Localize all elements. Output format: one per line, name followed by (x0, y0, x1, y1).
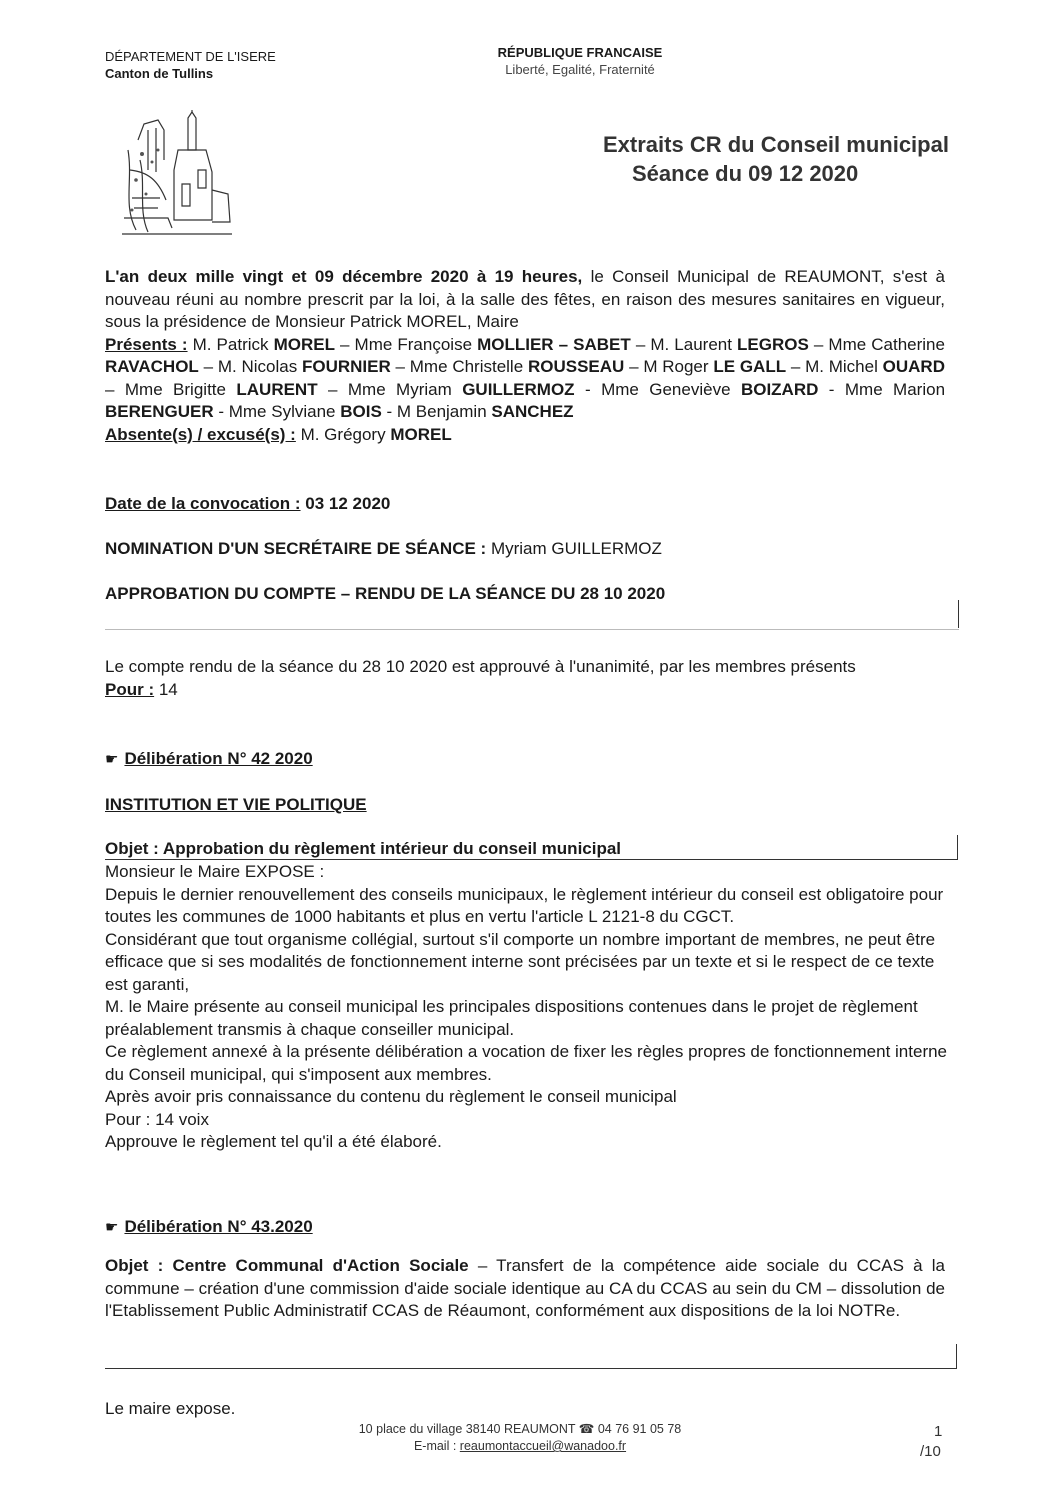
page-number (920, 1422, 942, 1462)
member-name: LAURENT (236, 379, 318, 399)
present-member (643, 357, 786, 376)
deliberation-42-object: Objet : Approbation du règlement intérieur du conseil municipal (105, 839, 622, 858)
deliberation-42-paragraph: Après avoir pris connaissance du contenu du règlement le conseil municipal (105, 1087, 677, 1106)
member-name: MOLLIER – SABET (477, 334, 631, 354)
page-current: 1 (934, 1423, 943, 1440)
present-member (650, 335, 808, 354)
village-church-drawing-icon (118, 110, 236, 240)
department-header (105, 48, 276, 82)
vote-label: Pour : (105, 679, 155, 699)
intro-lead: L'an deux mille vingt et 09 décembre 2020 à 19 heures, (105, 267, 583, 286)
section-end-line (105, 1368, 957, 1369)
member-title: M. Patrick (192, 334, 274, 354)
footer (280, 1421, 760, 1455)
present-member (193, 335, 335, 354)
member-title: Mme Myriam (347, 379, 463, 399)
footer-address-line (280, 1421, 760, 1438)
present-member (348, 380, 575, 399)
present-member (601, 380, 818, 399)
member-name: OUARD (882, 357, 945, 376)
member-name: LEGROS (737, 334, 809, 354)
member-name: ROUSSEAU (527, 357, 625, 376)
member-name: SANCHEZ (491, 402, 574, 421)
deliberation-43-heading (105, 1216, 945, 1240)
member-title: M. Nicolas (217, 357, 302, 376)
member-title: Mme Brigitte (124, 379, 237, 399)
divider-line (105, 629, 959, 630)
republic-name: RÉPUBLIQUE FRANCAISE (497, 45, 663, 60)
member-name: BERENGUER (105, 402, 214, 421)
deliberation-42-paragraph: Monsieur le Maire EXPOSE : (105, 862, 325, 881)
email-label: E-mail : (413, 1439, 457, 1453)
member-name: RAVACHOL (105, 357, 199, 376)
member-title: M. Laurent (650, 334, 738, 354)
convocation-date: 03 12 2020 (305, 494, 391, 513)
member-name: MOREL (273, 334, 335, 354)
member-title: Mme Françoise (354, 334, 478, 354)
canton-name: Canton de Tullins (105, 66, 214, 81)
member-name: BOIS (340, 402, 382, 421)
object-underline (105, 859, 957, 860)
present-member (805, 357, 945, 376)
present-member (125, 380, 318, 399)
divider-mark (958, 600, 959, 628)
intro-text: le Conseil Municipal de REAUMONT, s'est à nouveau réuni au nombre prescrit par la loi, à la salle des fêtes, en raison des mesures sanitaires en vigueur, sous la présidence de Monsieur Patrick MOREL, Maire (105, 267, 945, 331)
department-name: DÉPARTEMENT DE L'ISERE (105, 49, 276, 64)
pointing-hand-icon: ☛ (105, 1219, 119, 1236)
member-name: GUILLERMOZ (462, 379, 575, 399)
member-name: BOIZARD (740, 379, 819, 399)
vote-value: 14 (158, 679, 178, 699)
footer-email: reaumontaccueil@wanadoo.fr (459, 1439, 627, 1453)
present-member (397, 402, 574, 421)
presents-list: M. Patrick MOREL – Mme Françoise MOLLIER – SABET – M. Laurent LEGROS – Mme Catherine RAVACHOL – M. Nicolas FOURNIER – Mme Christelle ROUSSEAU – M Roger LE GALL – M. Michel OUARD – Mme Brigitte LAURENT – Mme Myriam GUILLERMOZ - Mme Geneviève BOIZARD - Mme Marion BERENGUER - Mme Sylviane BOIS - M Benjamin SANCHEZ (105, 334, 946, 421)
deliberation-43-object-label: Objet : Centre Communal d'Action Sociale (105, 1256, 469, 1275)
secretary-name: Myriam GUILLERMOZ (490, 539, 662, 558)
deliberation-42-paragraph: Ce règlement annexé à la présente délibération a vocation de fixer les règles propres de fonctionnement interne du Conseil municipal, qui s'imposent aux membres. (105, 1042, 948, 1084)
deliberation-42-paragraph: Approuve le règlement tel qu'il a été élaboré. (105, 1132, 442, 1151)
member-name: FOURNIER (301, 357, 391, 376)
present-member (410, 357, 625, 376)
deliberation-42-paragraph: M. le Maire présente au conseil municipal les principales dispositions contenues dans le projet de règlement préalablement transmis à chaque conseiller municipal. (105, 997, 918, 1039)
footer-email-line (280, 1438, 760, 1455)
present-member (229, 402, 382, 421)
secretary-label: NOMINATION D'UN SECRÉTAIRE DE SÉANCE : (105, 539, 487, 558)
approval-heading: APPROBATION DU COMPTE – RENDU DE LA SÉANCE DU 28 10 2020 (105, 584, 666, 603)
deliberation-42-paragraph: Considérant que tout organisme collégial, surtout s'il comporte un nombre important de membres, ne peut être efficace que si ses modalités de fonctionnement interne sont précisées par un texte et si le respect de ce texte est garanti, (105, 929, 936, 994)
absent-title: M. Grégory (300, 424, 386, 444)
approval-text-block (105, 656, 945, 701)
deliberation-43-object (105, 1255, 945, 1323)
member-title: M Benjamin (396, 402, 492, 421)
deliberation-42-body (105, 861, 950, 1154)
approval-text: Le compte rendu de la séance du 28 10 2020 est approuvé à l'unanimité, par les membres présents (105, 657, 856, 676)
deliberation-43-object-text: – Transfert de la compétence aide sociale du CCAS à la commune – création d'une commission d'aide sociale identique au CA du CCAS au sein du CM – dissolution de l'Etablissement Public Administratif CCAS de Réaumont, conformément aux dispositions de la loi NOTRe. (105, 1256, 945, 1320)
section-title: INSTITUTION ET VIE POLITIQUE (105, 795, 367, 814)
republic-header (482, 44, 678, 78)
convocation-line (105, 493, 945, 516)
presents-label: Présents : (105, 334, 188, 354)
absent-name: MOREL (390, 424, 452, 444)
present-member (355, 335, 631, 354)
member-title: Mme Catherine (828, 334, 945, 354)
deliberation-42-heading (105, 748, 945, 772)
footer-phone: 04 76 91 05 78 (597, 1422, 682, 1436)
closing-text: Le maire expose. (105, 1399, 236, 1418)
document-title: Extraits CR du Conseil municipal (603, 132, 949, 157)
page-total: /10 (920, 1443, 941, 1460)
object-bracket (957, 835, 958, 860)
republic-motto: Liberté, Egalité, Fraternité (505, 62, 655, 77)
deliberation-43-title: Délibération N° 43.2020 (124, 1217, 313, 1236)
convocation-label: Date de la convocation : (105, 494, 301, 513)
member-title: Mme Geneviève (601, 379, 741, 399)
deliberation-42-paragraph: Depuis le dernier renouvellement des conseils municipaux, le règlement intérieur du conseil est obligatoire pour toutes les communes de 1000 habitants et plus en vertu l'article L 2121-8 du CGCT. (105, 884, 944, 926)
pointing-hand-icon: ☛ (105, 751, 119, 768)
bracket-mark (956, 1344, 957, 1368)
member-name: LE GALL (713, 357, 787, 376)
member-title: M. Michel (805, 357, 883, 376)
deliberation-42-title: Délibération N° 42 2020 (124, 749, 313, 768)
deliberation-42-paragraph: Pour : 14 voix (105, 1109, 209, 1129)
session-date-title: Séance du 09 12 2020 (632, 161, 859, 186)
member-title: Mme Marion (844, 379, 946, 399)
present-member (218, 357, 391, 376)
secretary-line (105, 538, 945, 561)
member-title: Mme Sylviane (228, 402, 341, 421)
member-title: M Roger (643, 357, 714, 376)
telephone-icon: ☎ (578, 1422, 595, 1436)
member-title: Mme Christelle (409, 357, 528, 376)
footer-address: 10 place du village 38140 REAUMONT (358, 1422, 576, 1436)
intro-paragraph (105, 266, 945, 446)
absents-label: Absente(s) / excusé(s) : (105, 424, 296, 444)
